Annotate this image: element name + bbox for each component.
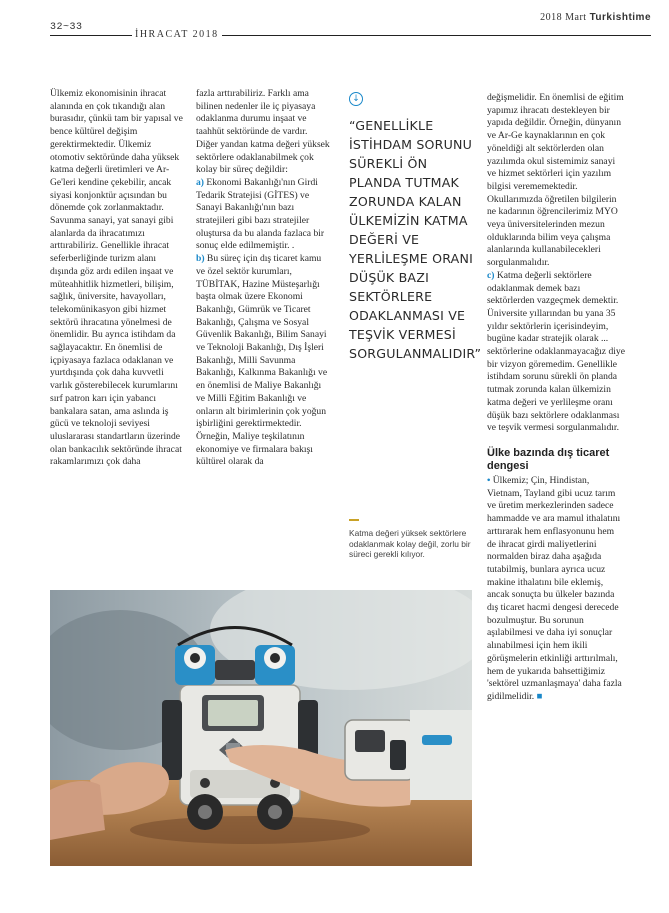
paragraph: Diğer yandan katma değeri yüksek sektörlere odaklanabilmek çok kolay bir süreç değildir: bbox=[196, 138, 330, 176]
paragraph: fazla arttırabiliriz. Farklı ama bilinen nedenler ile iç piyasaya odaklanma durumu inşaat ve taahhüt sektöründe de vardır. bbox=[196, 88, 316, 138]
list-marker: a) bbox=[196, 176, 204, 188]
robot-illustration bbox=[50, 590, 472, 866]
end-mark: ■ bbox=[534, 690, 543, 702]
list-marker: b) bbox=[196, 253, 205, 265]
article-column-1 bbox=[50, 88, 184, 469]
bullet-marker: • bbox=[487, 474, 491, 486]
magazine-name: Turkishtime bbox=[589, 12, 651, 23]
photo-caption: Katma değeri yüksek sektörlere odaklanmak kolay değil, zorlu bir süreci gerekli kılıyor. bbox=[349, 528, 471, 559]
caption-bar bbox=[349, 519, 359, 521]
paragraph: Savunma sanayi, yat sanayi gibi alanlarda da ihracatımızı arttırabiliriz. Genellikle ihracat seferberliğinde turizm alanı dışında göz ardı edilen inşaat ve müteahhitlik hizmetleri, bilişim, sağlık, üniversite, havayolları, telekomünikasyon gibi hizmet sektörü ihracatına yönelmesi de önemlidir. Bu ayrıca istihdam da sağlayacaktır. En önemlisi de içpiyasaya fazlaca odaklanan ve yurtdışında çok daha kuvvetli varlık gösterebilecek kurumlarını sırf patron karı için yabancı bankalara satan, ama aslında iş gücü ve teknoloji seviyesi uluslararası standartların üzerinde olan bankacılık sektöründe ihracat rakamlarımızı çok daha bbox=[50, 215, 182, 468]
article-column-2 bbox=[196, 88, 332, 469]
pull-quote: “GENELLİKLE İSTİHDAM SORUNU SÜREKLİ ÖN PLANDA TUTMAK ZORUNDA KALAN ÜLKEMİZİN KATMA DEĞERİ VE YERLİLEŞME ORANI DÜŞÜK BAZI SEKTÖRLERE ODAKLANMASI VE TEŞVİK VERMESİ SORGULANMALIDIR” bbox=[349, 118, 482, 361]
list-marker: c) bbox=[487, 269, 495, 281]
arrow-down-circle-icon: ↓ bbox=[349, 92, 363, 106]
issue-date: 2018 Mart bbox=[540, 12, 587, 23]
section-title: İHRACAT 2018 bbox=[132, 29, 222, 40]
list-item-c bbox=[487, 270, 625, 435]
list-text: Bu süreç için dış ticaret kamu ve özel sektör kurumları, TÜBİTAK, Hazine Müsteşarlığı başta olmak üzere Ekonomi Bakanlığı, Gümrük ve Ticaret Bakanlığı, Çalışma ve Sosyal Güvenlik Bakanlığı, Bilim Sanayi ve Teknoloji Bakanlığı, Dış İşleri Bakanlığı, Milli Savunma Bakanlığı, Kalkınma Bakanlığı ve en önemlisi de Maliye Bakanlığı ve Milli Eğitim Bakanlığı ve onların alt birimlerinin çok yoğun işbirliğini gerektirmektedir. Örneğin, Maliye teşkilatının ekonomiye ve firmalara bakışı kültürel olarak da bbox=[196, 253, 328, 468]
paragraph-text: Ülkemiz; Çin, Hindistan, Vietnam, Tayland gibi ucuz tarım ve üretim merkezlerinden sadece hammadde ve ara mamul ithalatını arttırarak hem enflasyonunu hem de ihracat girdi maliyetlerini normalden biraz daha aşağıda tutabilmiş, bunlara ayrıca ucuz makine ithalatını bile eklemiş, ancak sonuçta bu ülkeler bazında dış ticaret hacmi dengesi derecede bozulmuştur. Bu sorunun aşılabilmesi ve daha iyi sonuçlar alınabilmesi için hem ikili görüşmelerin etkinliği arttırılmalı, hem de yukarıda bahsettiğimiz 'sektörel uzmanlaşmaya' daha fazla gidilmelidir. bbox=[487, 474, 622, 702]
magazine-header bbox=[540, 12, 651, 23]
paragraph: değişmelidir. En önemlisi de eğitim yapımız ihracatı destekleyen bir yapıda değildir. Örneğin, dünyanın ve Ar-Ge kaynaklarının en çok yöneldiği alt sektörlerden olan yazılımda okul sistemimiz sanayi ve hizmet sektörleri için yazılım bilgisi verememektedir. Okullarımızda öğretilen bilgilerin ne kadarının öğrencilerimiz MYO veya üniversitelerinden mezun olduklarında bilim veya çalışma alanlarında kullanabilecekleri sorgulanmalıdır. bbox=[487, 92, 624, 269]
list-text: Katma değerli sektörlere odaklanmak demek bazı sektörlerden vazgeçmek demektir. Üniversite yıllarından bu yana 35 yıldır sektörlerin içerisindeyim, bugüne kadar stratejik olarak ... sektörlerine odaklanmayacağız diye bir vizyon göremedim. Genellikle istihdam sorunu sürekli ön planda tutmak zorunda kalan ülkemizin katma değeri ve yerlileşme oranı düşük bazı sektörlere odaklanması ve teşvik vermesi sorgulanmalıdır. bbox=[487, 269, 625, 434]
subheading: Ülke bazında dış ticaret dengesi bbox=[487, 446, 610, 472]
list-item-b bbox=[196, 253, 332, 469]
page-numbers: 32~33 bbox=[50, 22, 83, 33]
paragraph: Ülkemiz ekonomisinin ihracat alanında en çok tıkandığı alan burasıdır, çünkü tam bir yapısal ve bence kültürel değişim gerektirmektedir. Ülkemiz otomotiv sektöründe daha yüksek katma değerli üretimleri ve Ar-Ge'leri kendine çekebilir, ancak siyasi konjonktür açısından bu dönemde çok zorlanmaktadır. bbox=[50, 88, 183, 214]
list-item-a bbox=[196, 177, 332, 253]
paragraph bbox=[487, 475, 625, 704]
article-column-4 bbox=[487, 92, 625, 704]
list-text: Ekonomi Bakanlığı'nın Girdi Tedarik Stratejisi (GİTES) ve Sanayi Bakanlığı'nın bazı stratejileri gibi bazı stratejiler oluştursa da bu alanda fazlaca bir sonuç elde edilmemiştir. . bbox=[196, 176, 325, 252]
robot-photo bbox=[50, 590, 472, 866]
